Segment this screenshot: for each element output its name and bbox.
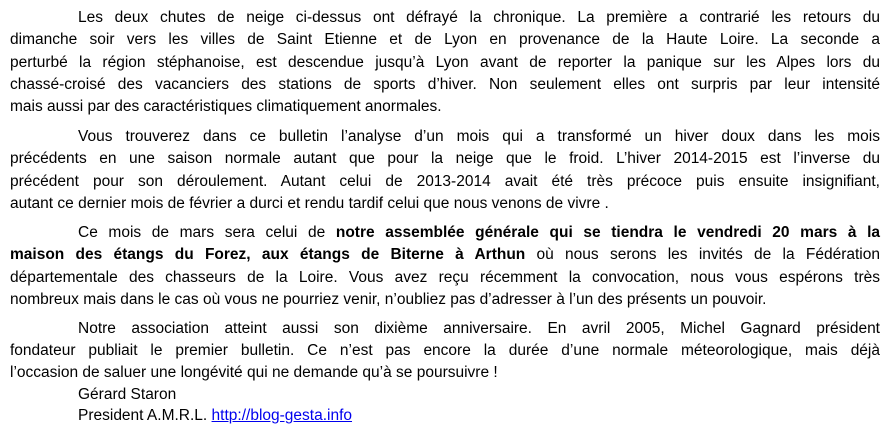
assembly-announcement-bold: notre assemblée générale qui se tiendra le vendredi 20 mars à la bbox=[335, 224, 881, 241]
paragraph-2-line-3: précédent pour son déroulement. Autant celui de 2013-2014 avait été très précoce puis ensuite insignifiant, bbox=[10, 173, 880, 190]
paragraph-1-line-1: Les deux chutes de neige ci-dessus ont défrayé la chronique. La première a contrarié les retours du bbox=[78, 9, 880, 26]
signature-name: Gérard Staron bbox=[78, 386, 177, 403]
signature-title: President A.M.R.L. bbox=[78, 407, 208, 424]
paragraph-2-line-4: autant ce dernier mois de février a durci et rendu tardif celui que nous venons de vivre . bbox=[10, 195, 609, 212]
assembly-location-bold: maison des étangs du Forez, aux étangs de Biterne à Arthun bbox=[10, 246, 526, 263]
blog-link[interactable]: http://blog-gesta.info bbox=[211, 407, 353, 424]
paragraph-4-line-2: fondateur publiait le premier bulletin. Ce n’est pas encore la durée d’une normale méteorologique, mais déjà bbox=[10, 342, 880, 359]
paragraph-3-line-3: départementale des chasseurs de la Loire. Vous avez reçu récemment la convocation, nous vous espérons très bbox=[10, 269, 880, 286]
paragraph-4-line-3: l’occasion de saluer une longévité qui ne demande qu’à se poursuivre ! bbox=[10, 364, 498, 381]
paragraph-4-line-1: Notre association atteint aussi son dixième anniversaire. En avril 2005, Michel Gagnard président bbox=[78, 320, 880, 337]
paragraph-1-line-5: mais aussi par des caractéristiques climatiquement anormales. bbox=[10, 98, 442, 115]
paragraph-3-line-4: nombreux mais dans le cas où vous ne pourriez venir, n’oubliez pas d’adresser à l’un des présents un pouvoir. bbox=[10, 291, 767, 308]
paragraph-3-line-1 bbox=[78, 222, 880, 244]
paragraph-2-line-1: Vous trouverez dans ce bulletin l’analyse d’un mois qui a transformé un hiver doux dans les mois bbox=[78, 128, 880, 145]
paragraph-2-line-2: précédents en une saison normale autant que pour la neige que le froid. L’hiver 2014-2015 est l’inverse du bbox=[10, 150, 880, 167]
signature-title-line bbox=[78, 405, 352, 427]
paragraph-1-line-2: dimanche soir vers les villes de Saint Etienne et de Lyon en provenance de la Haute Loire. La seconde a bbox=[10, 31, 880, 48]
paragraph-1-line-4: chassé-croisé des vacanciers des stations de sports d’hiver. Non seulement elles ont surpris par leur intensité bbox=[10, 76, 880, 93]
paragraph-3-line-2-suffix: où nous serons les invités de la Fédération bbox=[525, 246, 880, 263]
paragraph-3-line-2 bbox=[10, 244, 880, 266]
paragraph-3-line-1-prefix: Ce mois de mars sera celui de bbox=[78, 224, 336, 241]
paragraph-1-line-3: perturbé la région stéphanoise, est descendue jusqu’à Lyon avant de reporter la panique sur les Alpes lors du bbox=[10, 54, 880, 71]
